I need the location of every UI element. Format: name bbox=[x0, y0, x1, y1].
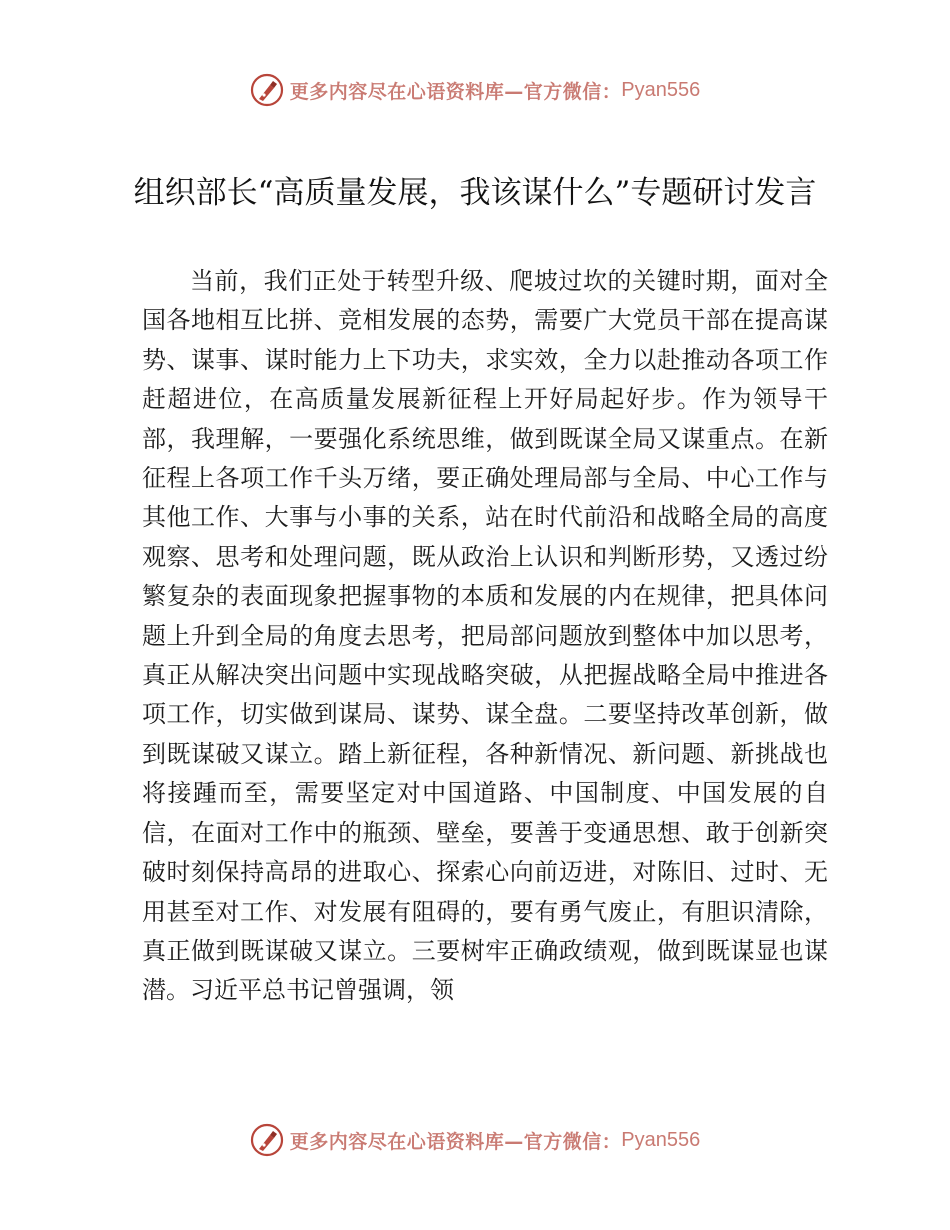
header-watermark bbox=[0, 68, 950, 112]
watermark-text: 更多内容尽在心语资料库—官方微信： bbox=[289, 80, 622, 103]
document-title: 组织部长“高质量发展，我该谋什么”专题研讨发言 bbox=[133, 175, 817, 211]
fountain-pen-icon bbox=[250, 73, 284, 107]
watermark-text: 更多内容尽在心语资料库—官方微信： bbox=[289, 1130, 622, 1153]
document-paragraph: 当前，我们正处于转型升级、爬坡过坎的关键时期，面对全国各地相互比拼、竞相发展的态势，需要广大党员干部在提高谋势、谋事、谋时能力上下功夫，求实效，全力以赴推动各项工作赶超进位，在高质量发展新征程上开好局起好步。作为领导干部，我理解，一要强化系统思维，做到既谋全局又谋重点。在新征程上各项工作千头万绪，要正确处理局部与全局、中心工作与其他工作、大事与小事的关系，站在时代前沿和战略全局的高度观察、思考和处理问题，既从政治上认识和判断形势，又透过纷繁复杂的表面现象把握事物的本质和发展的内在规律，把具体问题上升到全局的角度去思考，把局部问题放到整体中加以思考，真正从解决突出问题中实现战略突破，从把握战略全局中推进各项工作，切实做到谋局、谋势、谋全盘。二要坚持改革创新，做到既谋破又谋立。踏上新征程，各种新情况、新问题、新挑战也将接踵而至，需要坚定对中国道路、中国制度、中国发展的自信，在面对工作中的瓶颈、壁垒，要善于变通思想、敢于创新突破时刻保持高昂的进取心、探索心向前迈进，对陈旧、过时、无用甚至对工作、对发展有阻碍的，要有勇气废止，有胆识清除，真正做到既谋破又谋立。三要树牢正确政绩观，做到既谋显也谋潜。习近平总书记曾强调，领 bbox=[142, 267, 828, 1005]
fountain-pen-icon bbox=[250, 1123, 284, 1157]
watermark-wechat-id: Pyan556 bbox=[621, 1128, 701, 1151]
watermark-wechat-id: Pyan556 bbox=[621, 78, 701, 101]
footer-watermark bbox=[0, 1118, 950, 1162]
